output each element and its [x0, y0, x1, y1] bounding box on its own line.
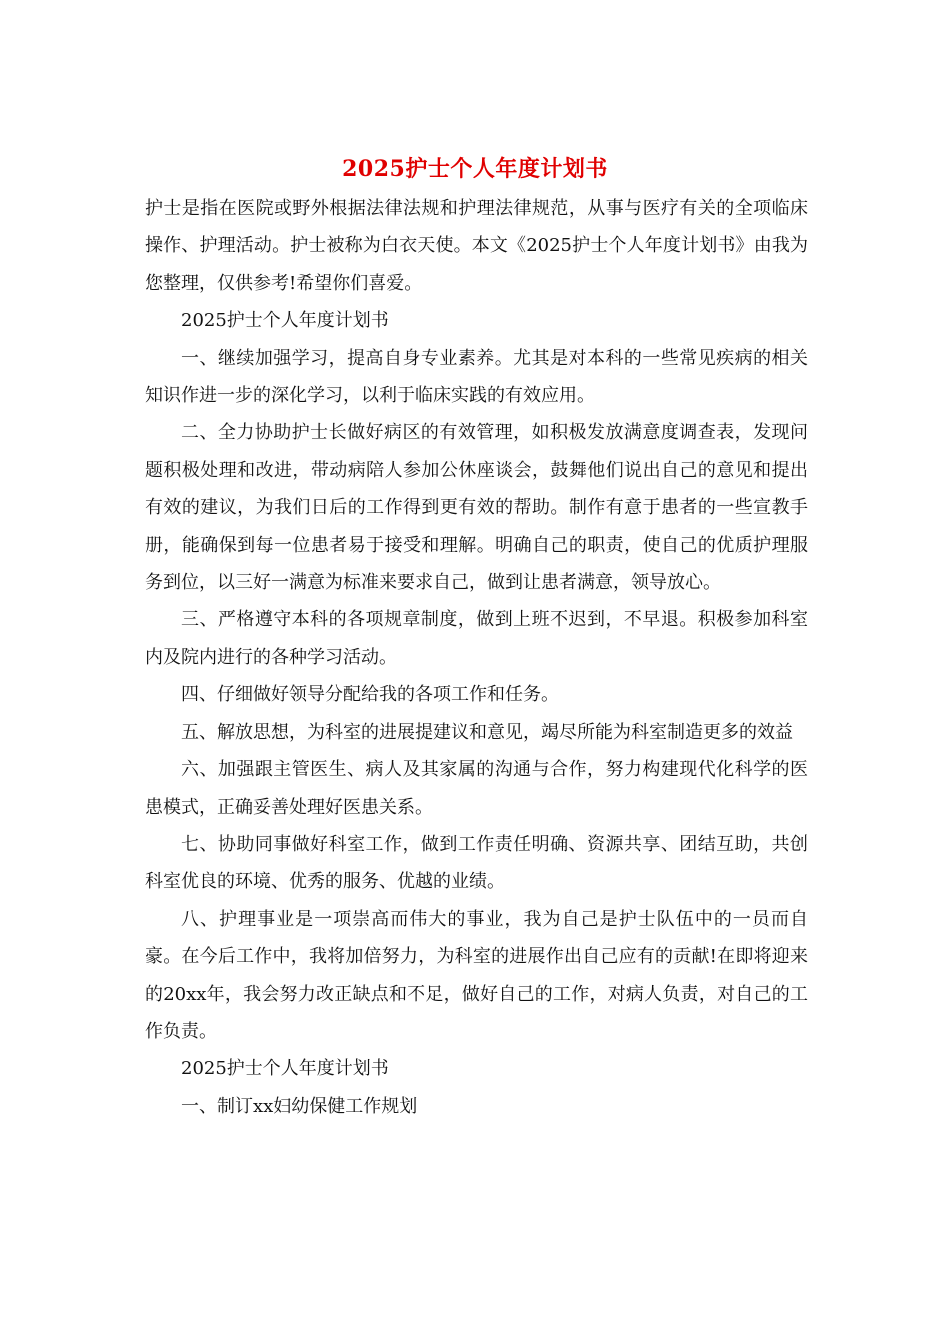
paragraph-item-6: 六、加强跟主管医生、病人及其家属的沟通与合作，努力构建现代化科学的医患模式，正确妥善处理好医患关系。 — [145, 759, 808, 818]
paragraph-item-2: 二、全力协助护士长做好病区的有效管理，如积极发放满意度调查表，发现问题积极处理和改进，带动病陪人参加公休座谈会，鼓舞他们说出自己的意见和提出有效的建议，为我们日后的工作得到更有效的帮助。制作有意于患者的一些宣教手册，能确保到每一位患者易于接受和理解。明确自己的职责，使自己的优质护理服务到位，以三好一满意为标准来要求自己，做到让患者满意，领导放心。 — [145, 422, 808, 594]
document-title: 2025护士个人年度计划书 — [342, 156, 608, 182]
paragraph-item-7: 七、协助同事做好科室工作，做到工作责任明确、资源共享、团结互助，共创科室优良的环境、优秀的服务、优越的业绩。 — [145, 833, 808, 893]
paragraph-item-4: 四、仔细做好领导分配给我的各项工作和任务。 — [181, 684, 559, 706]
paragraph-item-1: 一、继续加强学习，提高自身专业素养。尤其是对本科的一些常见疾病的相关知识作进一步的深化学习，以利于临床实践的有效应用。 — [145, 347, 808, 407]
paragraph-item-5: 五、解放思想，为科室的进展提建议和意见，竭尽所能为科室制造更多的效益 — [181, 721, 793, 743]
paragraph-item-3: 三、严格遵守本科的各项规章制度，做到上班不迟到，不早退。积极参加科室内及院内进行的各种学习活动。 — [145, 609, 808, 668]
paragraph-section-heading: 2025护士个人年度计划书 — [181, 310, 389, 332]
paragraph-item-1-b: 一、制订xx妇幼保健工作规划 — [181, 1095, 418, 1117]
paragraph-item-8: 八、护理事业是一项崇高而伟大的事业，我为自己是护士队伍中的一员而自豪。在今后工作中，我将加倍努力，为科室的进展作出自己应有的贡献!在即将迎来的20xx年，我会努力改正缺点和不足，做好自己的工作，对病人负责，对自己的工作负责。 — [145, 908, 808, 1042]
document-body — [145, 190, 808, 1125]
paragraph-intro: 护士是指在医院或野外根据法律法规和护理法律规范，从事与医疗有关的全项临床操作、护理活动。护士被称为白衣天使。本文《2025护士个人年度计划书》由我为您整理，仅供参考!希望你们喜爱。 — [145, 198, 808, 294]
paragraph-section-heading-2: 2025护士个人年度计划书 — [181, 1058, 389, 1080]
